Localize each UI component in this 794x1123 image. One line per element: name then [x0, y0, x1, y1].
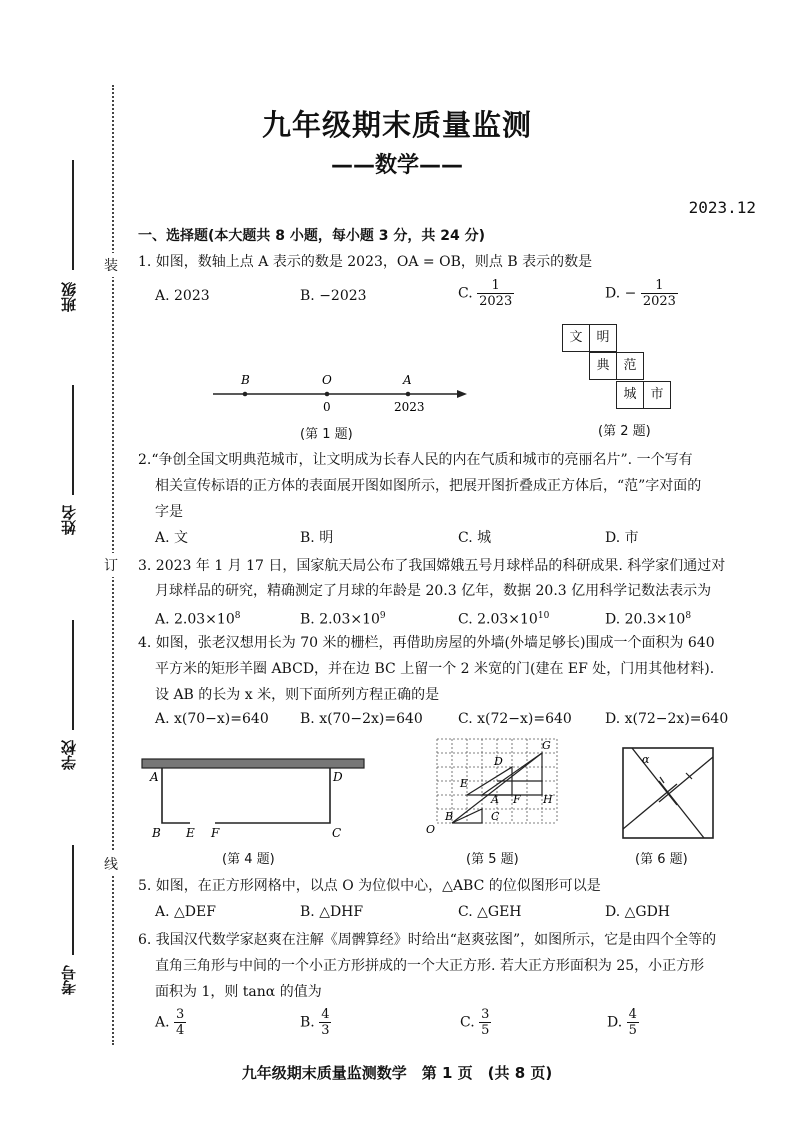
label-a: A [150, 770, 159, 784]
label-b: B [152, 826, 161, 840]
label-b: B [241, 373, 250, 387]
q4-stem-line-1: 4. 如图，张老汉想用长为 70 米的栅栏，再借助房屋的外墙(外墙足够长)围成一个面积为 640 [138, 635, 715, 651]
net-cell-ming: 明 [589, 324, 617, 352]
exam-date: 2023.12 [688, 198, 756, 217]
q3-option-b [300, 606, 386, 630]
q6-option-a-numerator: 3 [176, 1007, 185, 1022]
net-cell-cheng: 城 [616, 381, 644, 409]
arrow-icon [457, 390, 467, 398]
q5-caption: (第 5 题) [466, 852, 519, 867]
q5-option-a: A. △DEF [155, 904, 216, 920]
inner-triangles [623, 748, 713, 838]
fence-left [162, 768, 190, 823]
q1-caption: (第 1 题) [300, 427, 353, 442]
q5-stem: 5. 如图，在正方形网格中，以点 O 为位似中心，△ABC 的位似图形可以是 [138, 878, 601, 894]
q6-option-a [155, 1007, 186, 1038]
seal-char-ding: 订 [104, 553, 118, 577]
q6-option-c-label: C. [460, 1014, 475, 1031]
label-o: O [426, 823, 436, 835]
q3-option-b-base: B. 2.03×10 [300, 611, 380, 628]
point-b-dot [243, 392, 248, 397]
section-heading: 一、选择题(本大题共 8 小题，每小题 3 分，共 24 分) [138, 228, 486, 244]
q6-option-b-denominator: 3 [321, 1023, 330, 1038]
label-a: A [403, 373, 412, 387]
net-cell-dian: 典 [589, 352, 617, 380]
point-o-dot [325, 392, 330, 397]
q1-option-c [458, 278, 514, 309]
q6-stem-line-2: 直角三角形与中间的一个小正方形拼成的一个大正方形. 若大正方形面积为 25，小正方形 [155, 958, 705, 974]
q6-option-c-numerator: 3 [481, 1007, 490, 1022]
q3-option-a [155, 606, 240, 630]
q6-option-b [300, 1007, 331, 1038]
q6-option-c-fraction [479, 1007, 491, 1038]
q2-option-b: B. 明 [300, 530, 334, 546]
seal-char-xian: 线 [104, 852, 118, 876]
q6-option-b-label: B. [300, 1014, 315, 1031]
point-a-dot [406, 392, 411, 397]
name-label: 姓名 [60, 505, 78, 535]
q6-caption: (第 6 题) [635, 852, 688, 867]
exam-no-fill-line [72, 845, 74, 955]
class-label: 班级 [60, 282, 78, 312]
q6-option-c-denominator: 5 [481, 1023, 490, 1038]
label-h: H [543, 793, 553, 806]
label-a: A [491, 793, 499, 806]
q3-option-d [605, 606, 691, 630]
q6-option-a-denominator: 4 [176, 1023, 185, 1038]
house-wall [142, 759, 364, 768]
q2-stem-line-3: 字是 [155, 504, 183, 520]
q6-option-c [460, 1007, 491, 1038]
label-o: O [322, 373, 332, 387]
net-cell-fan: 范 [616, 352, 644, 380]
q2-caption: (第 2 题) [598, 424, 651, 439]
school-fill-line [72, 620, 74, 730]
q6-option-b-fraction [319, 1007, 331, 1038]
q6-stem-line-1: 6. 我国汉代数学家赵爽在注解《周髀算经》时给出“赵爽弦图”，如图所示，它是由四个全等的 [138, 932, 717, 948]
q3-stem-line-2: 月球样品的研究，精确测定了月球的年龄是 20.3 亿年，数据 20.3 亿用科学记数法表示为 [155, 583, 712, 599]
label-e: E [460, 777, 469, 790]
q6-option-d-numerator: 4 [628, 1007, 637, 1022]
q4-option-d: D. x(72−2x)=640 [605, 711, 729, 727]
q4-stem-line-2: 平方米的矩形羊圈 ABCD，并在边 BC 上留一个 2 米宽的门(建在 EF 处，门用其他材料). [155, 661, 715, 677]
q1-option-c-label: C. [458, 285, 473, 302]
q3-stem-line-1: 3. 2023 年 1 月 17 日，国家航天局公布了我国嫦娥五号月球样品的科研成果. 科学家们通过对 [138, 558, 726, 574]
q6-zhao-shuang-figure [620, 745, 716, 841]
q2-option-c: C. 城 [458, 530, 492, 546]
tick-label-2023: 2023 [394, 400, 425, 414]
q6-stem-line-3: 面积为 1，则 tanα 的值为 [155, 984, 322, 1000]
q3-option-d-exponent: 8 [685, 611, 692, 621]
q2-stem-line-1: 2.“争创全国文明典范城市，让文明成为长春人民的内在气质和城市的亮丽名片”. 一个写有 [138, 452, 693, 468]
label-d: D [333, 770, 343, 784]
fence-right [215, 768, 330, 823]
q1-stem: 1. 如图，数轴上点 A 表示的数是 2023，OA = OB，则点 B 表示的数是 [138, 254, 593, 270]
page-title: 九年级期末质量监测 [261, 108, 532, 142]
q4-option-c: C. x(72−x)=640 [458, 711, 572, 727]
q5-option-b: B. △DHF [300, 904, 364, 920]
q4-option-b: B. x(70−2x)=640 [300, 711, 423, 727]
q1-option-c-denominator: 2023 [479, 294, 513, 309]
q5-option-c: C. △GEH [458, 904, 522, 920]
net-cell-shi: 市 [643, 381, 671, 409]
q2-option-a: A. 文 [155, 530, 189, 546]
q1-option-d [605, 278, 678, 309]
q2-option-d: D. 市 [605, 530, 639, 546]
page-footer: 九年级期末质量监测数学 第 1 页 (共 8 页) [241, 1064, 553, 1082]
q5-option-d: D. △GDH [605, 904, 671, 920]
q1-option-c-fraction [477, 278, 514, 309]
q1-option-b: B. −2023 [300, 288, 367, 304]
q3-option-a-exponent: 8 [234, 611, 241, 621]
q6-option-b-numerator: 4 [321, 1007, 330, 1022]
seal-char-zhuang: 装 [104, 253, 118, 277]
q6-option-a-label: A. [155, 1014, 170, 1031]
q3-option-c-exponent: 10 [537, 611, 550, 621]
q4-stem-line-3: 设 AB 的长为 x 米，则下面所列方程正确的是 [155, 687, 440, 703]
q1-option-d-denominator: 2023 [642, 294, 676, 309]
q3-option-d-base: D. 20.3×10 [605, 611, 686, 628]
q2-stem-line-2: 相关宣传标语的正方体的表面展开图如图所示，把展开图折叠成正方体后，“范”字对面的 [155, 478, 702, 494]
q6-option-a-fraction [174, 1007, 186, 1038]
q3-option-b-exponent: 9 [379, 611, 386, 621]
q3-option-c [458, 606, 549, 630]
q6-option-d-label: D. [607, 1014, 623, 1031]
net-cell-wen: 文 [562, 324, 590, 352]
q1-option-d-label: D. − [605, 285, 637, 302]
label-c: C [332, 826, 342, 840]
label-alpha: α [642, 753, 650, 766]
school-label: 学校 [60, 740, 78, 770]
q6-option-d [607, 1007, 639, 1038]
label-f: F [513, 793, 521, 806]
q3-option-a-base: A. 2.03×10 [155, 611, 235, 628]
label-b: B [445, 810, 454, 823]
q1-number-line-figure [205, 368, 475, 423]
name-fill-line [72, 385, 74, 495]
q4-caption: (第 4 题) [222, 852, 275, 867]
q1-option-c-numerator: 1 [477, 278, 514, 294]
q1-option-a: A. 2023 [155, 288, 210, 304]
label-e: E [186, 826, 195, 840]
label-f: F [211, 826, 220, 840]
q6-option-d-denominator: 5 [628, 1023, 637, 1038]
tick-label-0: 0 [323, 400, 331, 414]
exam-no-label: 考号 [60, 965, 78, 995]
q3-option-c-base: C. 2.03×10 [458, 611, 538, 628]
q1-option-d-numerator: 1 [641, 278, 678, 294]
label-d: D [494, 755, 503, 768]
q4-option-a: A. x(70−x)=640 [155, 711, 269, 727]
q1-option-d-fraction [641, 278, 678, 309]
label-g: G [542, 739, 551, 752]
page-subtitle: ——数学—— [330, 153, 463, 178]
label-c: C [491, 810, 500, 823]
q6-option-d-fraction [627, 1007, 639, 1038]
q5-grid-figure [425, 735, 560, 835]
q4-sheep-pen-figure [138, 755, 368, 843]
